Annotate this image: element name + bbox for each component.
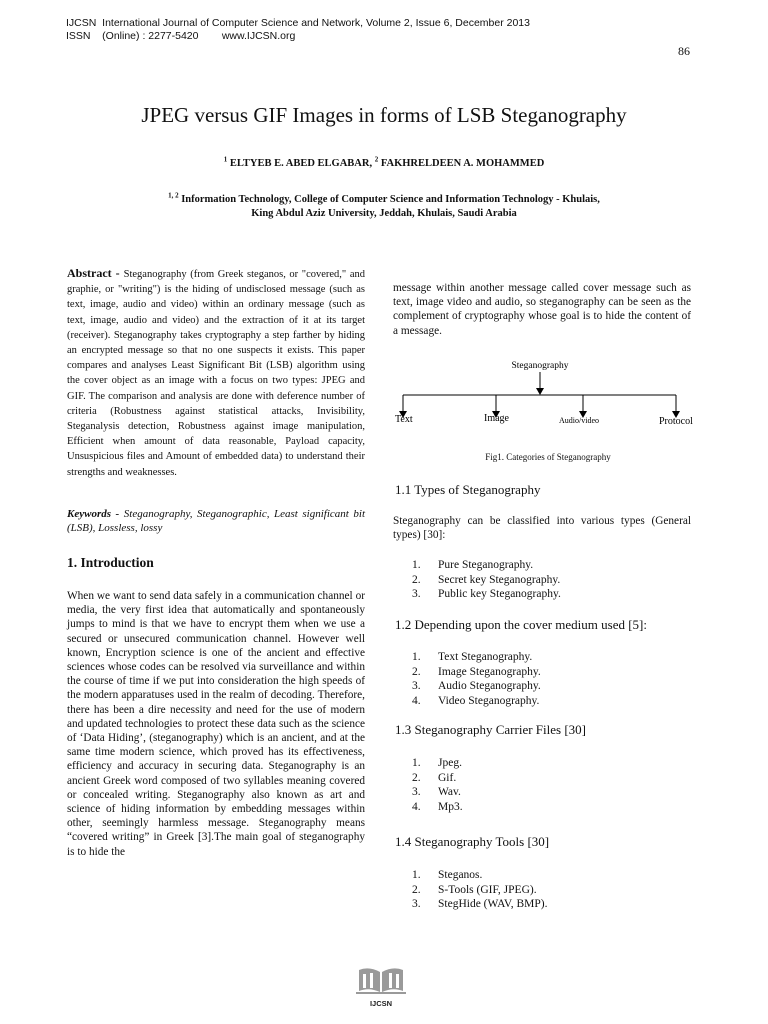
author1-superscript: 1 xyxy=(223,155,228,164)
steganography-categories-diagram xyxy=(393,350,703,430)
diagram-child-protocol: Protocol xyxy=(659,416,693,427)
list-item: 2. S-Tools (GIF, JPEG). xyxy=(412,883,537,896)
keywords-label: Keywords - xyxy=(67,508,124,520)
list-item: 3. Wav. xyxy=(412,786,461,798)
list-item: 4. Mp3. xyxy=(412,800,463,813)
list-item: 1. Pure Steganography. xyxy=(412,559,534,571)
section-1-3-heading: 1.3 Steganography Carrier Files [30] xyxy=(395,722,586,737)
journal-header xyxy=(66,17,530,43)
introduction-body xyxy=(67,589,365,859)
affiliation xyxy=(0,193,768,221)
abstract-label: Abstract - xyxy=(67,266,124,280)
journal-header-line2: ISSN (Online) : 2277-5420 www.IJCSN.org xyxy=(66,30,296,42)
list-item: 3. Public key Steganography. xyxy=(412,588,561,600)
diagram-child-audio-video: Audio/video xyxy=(559,416,599,425)
author2-superscript: 2 xyxy=(374,155,379,164)
right-column-intro xyxy=(393,281,691,338)
affiliation-line1: Information Technology, College of Computer Science and Information Technology - Khulais, xyxy=(178,194,600,205)
list-item: 3. Audio Steganography. xyxy=(412,680,541,692)
section-1-1-intro-text: Steganography can be classified into various types (General types) [30]: xyxy=(393,515,691,542)
author1-name: ELTYEB E. ABED ELGABAR, xyxy=(227,158,375,169)
diagram-child-text: Text xyxy=(395,414,413,425)
section-1-2-list xyxy=(412,650,541,708)
ijcsn-logo-text: IJCSN xyxy=(369,999,393,1008)
abstract-text: Steganography (from Greek steganos, or "covered," and graphie, or "writing") is the hiding of undisclosed message (such as text, image, audio and video) within an ordinary message (such as text, image, audio and video) and the extraction of it at its target (receiver). Steganography takes cryptography a step farther by hiding an encrypted message so that no one suspects it exists. This paper compares and analyses Least Significant Bit (LSB) algorithm using the cover object as an image with a focus on two types: JPEG and GIF. The comparison and analysis are done with deference number of criteria (Robustness against statistical attacks, Invisibility, Steganalysis detection, Robustness against image manipulation, Efficient when amount of data reasonable, Payload capacity, Unsuspicious files and Amount of embedded data) to understand their strengths and weaknesses. xyxy=(67,269,365,478)
journal-header-line1: IJCSN International Journal of Computer Science and Network, Volume 2, Issue 6, December 2013 xyxy=(66,17,530,29)
list-item: 3. StegHide (WAV, BMP). xyxy=(412,898,548,910)
list-item: 2. Secret key Steganography. xyxy=(412,573,561,586)
diagram-child-image: Image xyxy=(484,413,509,424)
right-column-text: message within another message called cover message such as text, image video and audio, so steganography can be seen as the complement of cryptography whose goal is to hide the content of a message. xyxy=(393,282,691,337)
section-1-2-heading: 1.2 Depending upon the cover medium used [5]: xyxy=(395,617,647,632)
affiliation-line2: King Abdul Aziz University, Jeddah, Khulais, Saudi Arabia xyxy=(251,208,517,219)
section-1-4-list xyxy=(412,868,547,912)
diagram-root-arrowhead xyxy=(536,388,544,395)
keywords-text: Steganography, Steganographic, Least significant bit (LSB), Lossless, lossy xyxy=(67,508,365,535)
paper-title: JPEG versus GIF Images in forms of LSB Steganography xyxy=(141,103,627,127)
author2-name: FAKHRELDEEN A. MOHAMMED xyxy=(378,158,545,169)
section-1-1-heading: 1.1 Types of Steganography xyxy=(395,482,541,497)
ijcsn-logo xyxy=(353,962,409,1010)
section-1-4-heading: 1.4 Steganography Tools [30] xyxy=(395,834,550,849)
list-item: 1. Steganos. xyxy=(412,869,483,881)
list-item: 2. Gif. xyxy=(412,771,457,784)
affiliation-superscript: 1, 2 xyxy=(168,191,179,200)
figure-caption: Fig1. Categories of Steganography xyxy=(485,452,611,462)
list-item: 4. Video Steganography. xyxy=(412,694,540,707)
section-1-1-intro xyxy=(393,514,691,542)
section-1-3-list xyxy=(412,756,463,814)
list-item: 2. Image Steganography. xyxy=(412,665,541,678)
page-number: 86 xyxy=(678,44,690,58)
abstract xyxy=(67,266,365,480)
introduction-heading: 1. Introduction xyxy=(67,555,154,570)
author-line xyxy=(0,155,768,169)
introduction-text: When we want to send data safely in a communication channel or media, the very first idea that automatically and spontaneously jumps to mind is that we have to encrypt them when we use a secured or unsecured communication channel. However well known, Encryption science is one of the ancient and effective sciences whose codes can be resolved via surveillance and within the course of time if we put into consideration the high speeds of the modern apparatuses used in the realm of decoding. Therefore, there has been a dire necessity and need for the use of modern and updated technologies to protect these data such as the science of ‘Data Hiding’, (steganography) which is an ancient, and at the same time modern science, which proved has its effectiveness, efficiency and accuracy in securing data. Steganography is an ancient Greek word composed of two syllables meaning covered or concealed writing. Steganography also known as art and science of hiding information by embedding messages within other, seemingly harmless message. Steganography means “covered writing” in Greek [3].The main goal of steganography is to hide the xyxy=(67,590,365,858)
list-item: 1. Jpeg. xyxy=(412,757,462,769)
list-item: 1. Text Steganography. xyxy=(412,651,533,663)
diagram-root-label: Steganography xyxy=(511,361,569,371)
section-1-1-list xyxy=(412,558,561,602)
keywords xyxy=(67,507,365,535)
